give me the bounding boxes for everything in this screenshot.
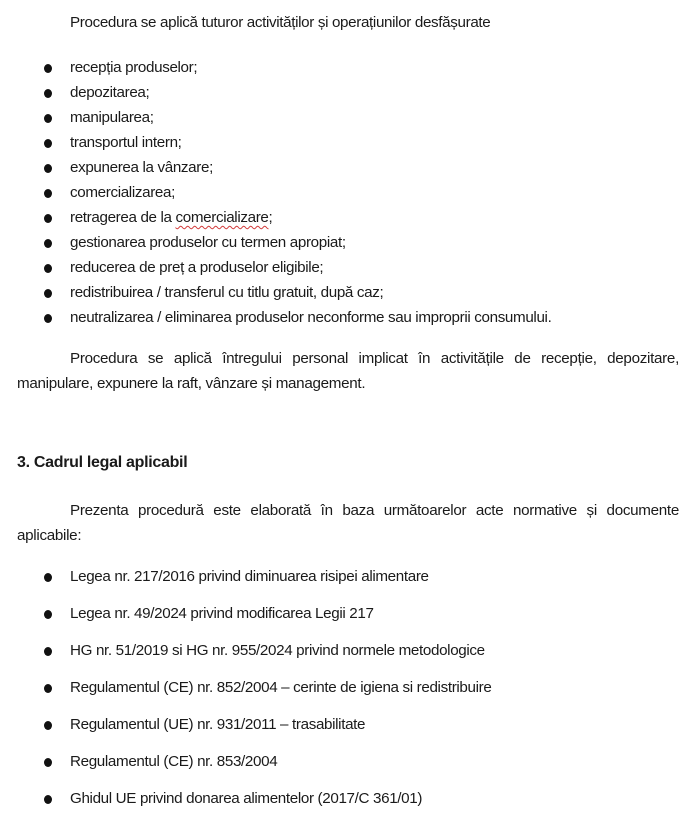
text-suffix: ; <box>268 209 273 226</box>
list-item-text: manipularea; <box>70 109 154 126</box>
list-item-text: gestionarea produselor cu termen apropiat; <box>70 234 346 251</box>
bullet-icon <box>44 114 52 123</box>
list-item <box>17 601 679 638</box>
list-item-text: neutralizarea / eliminarea produselor neconforme sau improprii consumului. <box>70 309 552 326</box>
list-item-text-with-spellcheck <box>70 205 272 230</box>
list-item-text: expunerea la vânzare; <box>70 159 213 176</box>
bullet-icon <box>44 684 52 693</box>
intro-line: Procedura se aplică tuturor activităților și operațiunilor desfășurate <box>70 14 491 31</box>
list-item <box>17 130 679 155</box>
list-item-text: recepția produselor; <box>70 59 198 76</box>
misspelled-word[interactable]: comercializare <box>175 209 269 226</box>
section-heading: 3. Cadrul legal aplicabil <box>17 454 188 471</box>
list-item <box>17 712 679 749</box>
bullet-icon <box>44 239 52 248</box>
list-item <box>17 638 679 675</box>
list-item-text: comercializarea; <box>70 184 175 201</box>
list-item-text: Regulamentul (CE) nr. 852/2004 – cerinte de igiena si redistribuire <box>70 679 492 696</box>
list-item <box>17 80 679 105</box>
list-item <box>17 230 679 255</box>
list-item <box>17 255 679 280</box>
bullet-icon <box>44 264 52 273</box>
list-item <box>17 786 679 823</box>
bullet-icon <box>44 214 52 223</box>
list-item <box>17 55 679 80</box>
bullet-icon <box>44 64 52 73</box>
bullet-icon <box>44 573 52 582</box>
list-item <box>17 675 679 712</box>
legal-acts-list <box>17 564 679 823</box>
list-item-text: Regulamentul (CE) nr. 853/2004 <box>70 753 278 770</box>
list-item-text: transportul intern; <box>70 134 182 151</box>
bullet-icon <box>44 758 52 767</box>
list-item-text: reducerea de preț a produselor eligibile; <box>70 259 324 276</box>
list-item <box>17 205 679 230</box>
bullet-icon <box>44 721 52 730</box>
list-item <box>17 155 679 180</box>
bullet-icon <box>44 289 52 298</box>
activities-list <box>17 55 679 330</box>
list-item <box>17 280 679 305</box>
list-item-text: Legea nr. 49/2024 privind modificarea Legii 217 <box>70 605 374 622</box>
bullet-icon <box>44 795 52 804</box>
list-item-text: depozitarea; <box>70 84 150 101</box>
list-item-text: redistribuirea / transferul cu titlu gratuit, după caz; <box>70 284 384 301</box>
list-item <box>17 105 679 130</box>
personnel-paragraph: Procedura se aplică întregului personal implicat în activitățile de recepție, depozitare, manipulare, expunere la raft, vânzare și management. <box>17 350 679 392</box>
list-item-text: Ghidul UE privind donarea alimentelor (2017/C 361/01) <box>70 790 423 807</box>
bullet-icon <box>44 647 52 656</box>
text-prefix: retragerea de la <box>70 209 176 226</box>
list-item-text: Regulamentul (UE) nr. 931/2011 – trasabilitate <box>70 716 366 733</box>
list-item-text: Legea nr. 217/2016 privind diminuarea risipei alimentare <box>70 568 429 585</box>
bullet-icon <box>44 610 52 619</box>
bullet-icon <box>44 314 52 323</box>
list-item <box>17 180 679 205</box>
legal-intro-paragraph: Prezenta procedură este elaborată în baza următoarelor acte normative și documente aplicabile: <box>17 502 679 544</box>
bullet-icon <box>44 89 52 98</box>
bullet-icon <box>44 164 52 173</box>
bullet-icon <box>44 189 52 198</box>
list-item <box>17 305 679 330</box>
bullet-icon <box>44 139 52 148</box>
list-item <box>17 564 679 601</box>
list-item <box>17 749 679 786</box>
list-item-text: HG nr. 51/2019 si HG nr. 955/2024 privind normele metodologice <box>70 642 485 659</box>
